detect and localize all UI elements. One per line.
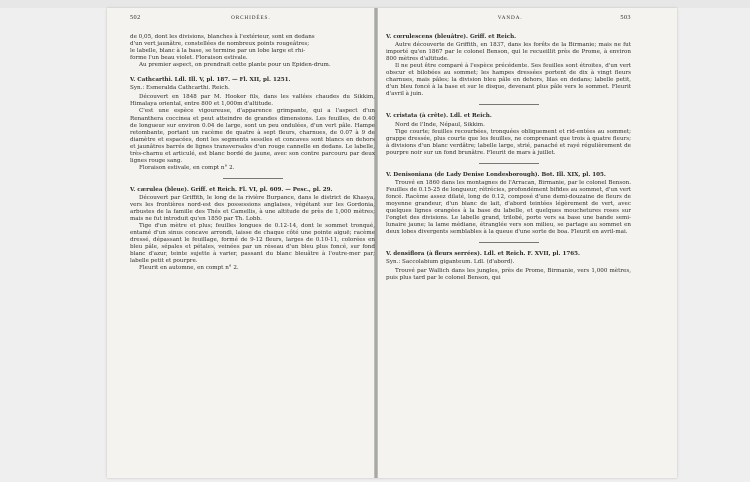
entry-title: V. densiflora (à fleurs serrées). Ldl. et Reich. F. XVII, pl. 1765. (386, 251, 580, 258)
section-divider (479, 163, 539, 164)
entry-paragraph: Floraison estivale, en compt n° 2. (139, 164, 235, 171)
entry-paragraph: Trouvé en 1860 dans les montagnes de l'Arracan, Birmanie, par le colonel Benson. Feuilles de 0.15-25 de longueur, rétrécies, profondément bifides au sommet, d'un vert foncé. Racème assez dilaté, long de 0.12, composé d'une demi-douzaine de fleurs de moyenne grandeur, d'un blanc de lait, d'abord teintées légèrement de vert, avec quelques lignes orangées à la base du labelle, et quelques mouchetures roses sur l'onglet des divisions. Le labelle grand, trilobé, porte vers sa base une bande semi-lunaire jaune; la lame médiane, étranglée vers son milieu, se partage au sommet en deux lobes divergents semblables à la queue d'une sorte de boa. Fleurit en avril-mai. (386, 179, 631, 236)
right-page-header (386, 14, 631, 22)
right-page (386, 14, 631, 469)
entry-caerulea (130, 187, 375, 273)
entry-paragraph: Il ne peut être comparé à l'espèce précédente. Ses feuilles sont étroites, d'un vert obscur et bilobées au sommet; les hampes dressées portent de dix à vingt fleurs charnues, mais pâles; la division bleu pâle en dehors, lilas en dedans; labelle petit, d'un bleu foncé à la base et sur le disque, devenant plus pâle vers le sommet. Fleurit d'avril à juin. (386, 63, 631, 98)
left-page-header (130, 14, 375, 22)
entry-cathcarthi (130, 77, 375, 172)
entry-paragraph: Trouvé par Wallich dans les jungles, près de Prome, Birmanie, vers 1,000 mètres, puis plus tard par le colonel Benson, qui (386, 268, 631, 282)
section-divider (479, 242, 539, 243)
right-page-number: 503 (620, 14, 631, 21)
entry-coerulescens (386, 34, 631, 98)
entry-paragraph: Tige d'un mètre et plus; feuilles longues de 0.12-14, dont le sommet tronqué, entamé d'un sinus concave arrondi, laisse de chaque côté une pointe aiguë; racème dressé, dépassant le feuillage, formé de 9-12 fleurs, larges de 0.10-11, colorées en bleu pâle, sépales et pétales, veinées par un réseau d'un bleu plus foncé, sur fond blanc d'azur, teinte sujette à varier, passant du blanc bleuâtre à l'outre-mer par; labelle petit et pourpre. (130, 223, 375, 265)
left-page (130, 14, 375, 469)
scan-background (0, 0, 750, 8)
section-divider (223, 178, 283, 179)
entry-title: V. Cathcarthi. Ldl. Ill. V, pl. 187. — Fl. XII, pl. 1251. (130, 77, 291, 84)
entry-paragraph: Fleurit en automne, en compt n° 2. (139, 265, 239, 272)
text-line: forme l'un beau violet. Floraison estivale. (130, 55, 248, 62)
text-line: d'un vert jaunâtre, constellées de nombreux points rougeâtres; (130, 41, 310, 48)
right-running-head: VANDA. (497, 15, 523, 21)
entry-title: V. cærulea (bleue). Griff. et Reich. Fl. VI, pl. 609. — Pesc., pl. 29. (130, 186, 333, 193)
text-line: de 0,05, dont les divisions, blanches à l'extérieur, sont en dedans (130, 34, 315, 41)
entry-synonym: Syn.: Saccolabium giganteum. Ldl. (d'abord). (386, 259, 515, 266)
entry-paragraph: C'est une espèce vigoureuse, d'apparence grimpante, qui a l'aspect d'un Renanthera coccinea et peut atteindre de grandes dimensions. Les feuilles, de 0.40 de longueur sur environ 0.04 de large, sont un peu ondulées, d'un vert pâle. Hampe retombante, portant un racème de quatre à sept fleurs, charnues, de 0.07 à 9 de diamètre et espacées, dont les segments sessiles et concaves sont blancs en dehors et jaunâtres barrés de lignes transversales d'un rouge cannelle en dedans. Le labelle, très-charnu et articulé, est blanc bordé de jaune, avec son contre parcouru par deux lignes rouge sang. (130, 108, 375, 164)
entry-cristata (386, 113, 631, 156)
entry-paragraph: Autre découverte de Griffith, en 1837, dans les forêts de la Birmanie; mais ne fut importé qu'en 1867 par le colonel Benson, qui le recueillit près de Prome, à environ 800 mètres d'altitude. (386, 42, 631, 63)
entry-paragraph: Tige courte; feuilles recourbées, tronquées obliquement et rid-entées au sommet; grappe dressée, plus courte que les feuilles, ne comprenant que trois à quatre fleurs; à divisions d'un blanc verdâtre; labelle large, strié, panaché et rayé régulièrement de pourpre noir sur un fond brunâtre. Fleurit de mars à juillet. (386, 128, 631, 156)
entry-title: V. cœrulescens (bleuâtre). Griff. et Reich. (386, 34, 517, 41)
entry-denisoniana (386, 172, 631, 236)
note-paragraph: Au premier aspect, on prendrait cette plante pour un Epiden-drum. (139, 62, 331, 69)
entry-densiflora (386, 251, 631, 282)
entry-synonym: Syn.: Esmeralda Cathcarthi. Reich. (130, 85, 230, 92)
section-divider (479, 104, 539, 105)
entry-title: V. Denisoniana (de Lady Denise Londesborough). Bot. Ill. XIX, pl. 105. (386, 171, 606, 178)
left-page-number: 502 (130, 14, 141, 21)
entry-paragraph: Nord de l'Inde, Népaul, Sikkim. (395, 121, 485, 128)
entry-paragraph: Découvert en 1848 par M. Hooker fils, dans les vallées chaudes du Sikkim, Himalaya oriental, entre 800 et 1,000m d'altitude. (130, 94, 375, 108)
entry-title: V. cristata (à crête). Ldl. et Reich. (386, 113, 492, 120)
entry-paragraph: Découvert par Griffith, le long de la rivière Burpance, dans le district de Khasya, vers les frontières nord-est des possessions anglaises, végétant sur les Gordonia, arbustes de la famille des Thés et Camellis, à une altitude de près de 1,000 mètres; mais ne fut introduit qu'en 1850 par Th. Lobb. (130, 194, 375, 223)
text-line: le labelle, blanc à la base, se termine par un lobe large et rhi- (130, 48, 306, 55)
left-running-head: ORCHIDÉES. (231, 15, 271, 21)
